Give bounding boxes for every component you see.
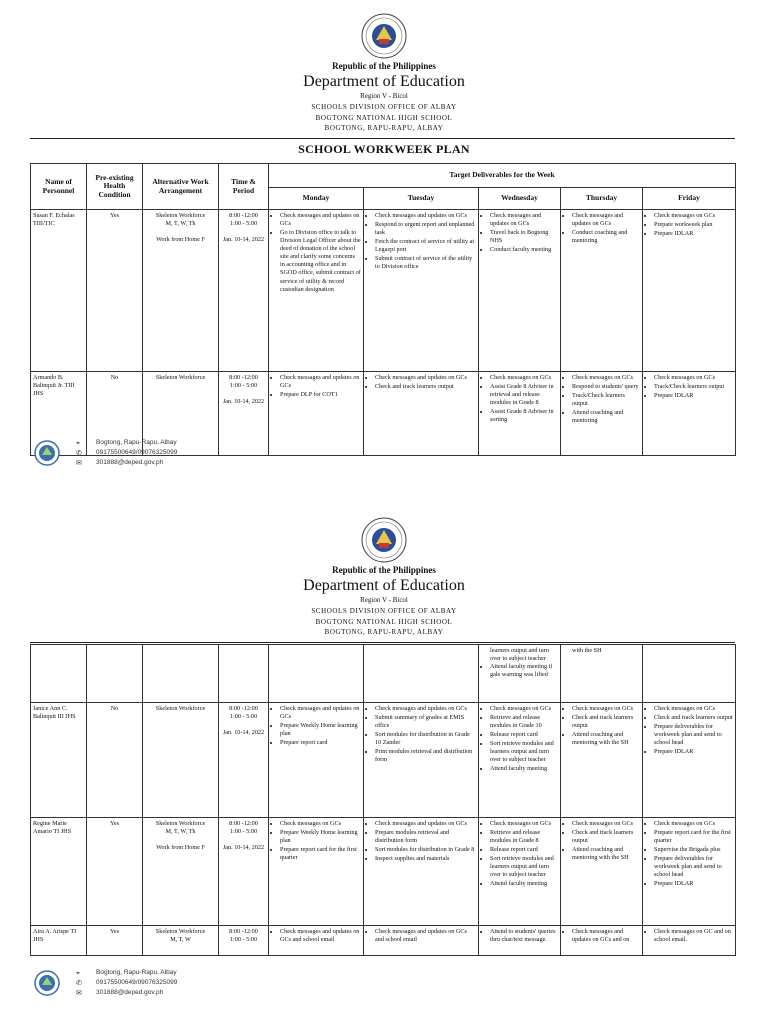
personnel-name (31, 645, 87, 703)
task-item: • Prepare report card (280, 739, 361, 747)
time-period (219, 818, 269, 926)
task-list (563, 928, 640, 944)
thursday-deliverables (561, 818, 643, 926)
cell-line: Skeleton Workforce (155, 705, 206, 712)
time-period (219, 926, 269, 956)
workweek-table-page-1 (30, 163, 736, 456)
table-row (31, 818, 736, 926)
cell-line: M, T, W, Th (165, 220, 196, 228)
cell-line: 1:00 - 5:00 (229, 220, 258, 228)
task-item: • Prepare deliverables for workweek plan and send to school head (654, 855, 733, 879)
task-item: • Check messages and updates on GCs (572, 212, 640, 228)
cell-line: 1:00 - 5:00 (229, 936, 258, 944)
task-item: • Sort modules for distribution in Grade 8 (375, 846, 476, 854)
task-item: • Track/Check learners output (572, 392, 640, 408)
personnel-name: Regine Marie Amario TI JHS (31, 818, 87, 926)
cell-line: Work from Home F (156, 844, 205, 852)
health-condition: No (87, 703, 143, 818)
cell-line (145, 228, 216, 236)
tuesday-deliverables (364, 926, 479, 956)
col-header-tuesday: Tuesday (364, 188, 479, 210)
task-list (366, 374, 476, 391)
document-footer-1 (34, 438, 334, 484)
work-arrangement (143, 703, 219, 818)
school-logo (34, 440, 60, 466)
wednesday-deliverables (479, 645, 561, 703)
table-row (31, 210, 736, 372)
task-list (271, 705, 361, 747)
cell-line: Jan. 10-14, 2022 (222, 844, 265, 852)
friday-deliverables (643, 818, 736, 926)
task-item: • Check messages on GCs (490, 705, 558, 713)
task-item: • Sort modules for distribution in Grade 10 Zander (375, 731, 476, 747)
task-item: • Prepare Weekly Home learning plan (280, 722, 361, 738)
task-item: • Prepare IDLAR (654, 392, 733, 400)
col-header-time: Time & Period (219, 164, 269, 210)
health-condition: No (87, 372, 143, 456)
deped-seal-logo (360, 12, 408, 60)
thursday-deliverables (561, 372, 643, 456)
email-icon: ✉ (76, 459, 82, 467)
task-item: • Attend faculty meeting (490, 765, 558, 773)
table-row (31, 926, 736, 956)
col-header-arrangement: Alternative Work Arrangement (143, 164, 219, 210)
task-item: • Check messages and updates on GCs and school email (375, 928, 476, 944)
footer-icons (76, 968, 90, 998)
task-item: • Check messages on GCs (490, 374, 558, 382)
school-address: BOGTONG, RAPU-RAPU, ALBAY (324, 124, 444, 132)
task-list (271, 374, 361, 399)
work-arrangement (143, 210, 219, 372)
task-item: • Check messages and updates on GCs and school email (280, 928, 361, 944)
task-list (481, 374, 558, 424)
monday-deliverables (269, 210, 364, 372)
task-item: • Attend faculty meeting if gale warning was lifted (490, 663, 558, 679)
tuesday-deliverables (364, 645, 479, 703)
phone-icon: ✆ (76, 979, 82, 987)
task-list (271, 820, 361, 862)
health-condition: Yes (87, 926, 143, 956)
task-item: • Check and track learners output (654, 714, 733, 722)
task-list (563, 820, 640, 862)
task-list (366, 928, 476, 944)
department-name: Department of Education (303, 73, 465, 90)
task-list (271, 928, 361, 944)
task-list (366, 212, 476, 271)
col-header-friday: Friday (643, 188, 736, 210)
thursday-deliverables (561, 703, 643, 818)
task-list (645, 374, 733, 400)
task-item: • Check messages on GCs (654, 212, 733, 220)
task-item: • Check messages on GCs (654, 374, 733, 382)
time-period (219, 210, 269, 372)
cell-line: Skeleton Workforce (155, 212, 206, 219)
task-item: • Release report card (490, 846, 558, 854)
task-item: • Release report card (490, 731, 558, 739)
task-item: • Print modules retrieval and distribution form (375, 748, 476, 764)
republic-line: Republic of the Philippines (332, 61, 436, 71)
phone-icon: ✆ (76, 449, 82, 457)
cell-line: M, T, W, Th (165, 828, 196, 836)
header-divider (30, 138, 735, 139)
cell-line: Jan. 10-14, 2022 (222, 398, 265, 406)
footer-address: Bogtong, Rapu-Rapu, Albay (96, 439, 177, 446)
wednesday-deliverables (479, 818, 561, 926)
task-item: • Go to Division office to talk to Division Legal Officer about the deed of donation of the school site and clarify some concerns in accounting office and in SGOD office, submit contract of service of utility & record custodian designation (280, 229, 361, 294)
monday-deliverables (269, 645, 364, 703)
task-item: • Check messages and updates on GCs and on (572, 928, 640, 944)
cell-line: Jan. 10-14, 2022 (222, 729, 265, 737)
task-list (563, 374, 640, 425)
cell-line: 8:00 -12:00 (229, 374, 258, 381)
friday-deliverables (643, 645, 736, 703)
col-header-monday: Monday (269, 188, 364, 210)
deped-seal-logo (360, 516, 408, 564)
task-item: • Prepare workweek plan (654, 221, 733, 229)
task-list (481, 705, 558, 774)
task-item: • Assist Grade 8 Adviser in sorting (490, 408, 558, 424)
task-item: • Retrieve and release modules in Grade 8 (490, 829, 558, 845)
task-item: • Check messages and updates on GCs (375, 820, 476, 828)
monday-deliverables (269, 926, 364, 956)
task-item: • Travel back to Bogtong NHS (490, 229, 558, 245)
task-item: • Respond to urgent report and unplanned task (375, 221, 476, 237)
monday-deliverables (269, 818, 364, 926)
tuesday-deliverables (364, 818, 479, 926)
table-row (31, 645, 736, 703)
work-arrangement (143, 926, 219, 956)
task-item: • Track/Check learners output (654, 383, 733, 391)
footer-phone: 09175500649/09076325099 (96, 979, 178, 986)
thursday-deliverables (561, 645, 643, 703)
task-item: • Prepare IDLAR (654, 748, 733, 756)
task-item: • Respond to students' query (572, 383, 640, 391)
cell-text: learners output and turn over to subject teacher (490, 647, 549, 663)
region-line: Region V - Bicol (360, 596, 408, 604)
wednesday-deliverables (479, 372, 561, 456)
plan-title: SCHOOL WORKWEEK PLAN (298, 142, 470, 156)
task-item: • Check messages and updates on GCs (280, 705, 361, 721)
thursday-deliverables (561, 926, 643, 956)
region-line: Region V - Bicol (360, 92, 408, 100)
workweek-table-page-2 (30, 644, 736, 956)
wednesday-deliverables (479, 703, 561, 818)
cell-line: 8:00 -12:00 (229, 820, 258, 827)
task-item: • Check messages and updates on GCs (280, 374, 361, 390)
tuesday-deliverables (364, 703, 479, 818)
task-item: • Check messages on GCs (572, 374, 640, 382)
republic-line: Republic of the Philippines (332, 565, 436, 575)
school-logo (34, 970, 60, 996)
task-item: • Inspect supplies and materials (375, 855, 476, 863)
cell-line (221, 721, 266, 729)
task-item: • Prepare report card for the first quarter (654, 829, 733, 845)
friday-deliverables (643, 926, 736, 956)
cell-line: 1:00 - 5:00 (229, 382, 258, 390)
col-header-target: Target Deliverables for the Week (269, 164, 736, 188)
footer-email: 301888@deped.gov.ph (96, 989, 164, 996)
school-name: BOGTONG NATIONAL HIGH SCHOOL (315, 618, 453, 626)
task-list (481, 663, 558, 679)
task-list (481, 820, 558, 889)
task-item: • Submit contract of service of the utility to Division office (375, 255, 476, 271)
task-item: • Retrieve and release modules in Grade 10 (490, 714, 558, 730)
task-item: • Attend coaching and mentoring with the SH (572, 846, 640, 862)
cell-line (145, 836, 216, 844)
footer-phone: 09175500649/09076325099 (96, 449, 178, 456)
footer-contact (96, 438, 177, 468)
tuesday-deliverables (364, 372, 479, 456)
task-item: • Supervise the Brigada plus (654, 846, 733, 854)
document-header (0, 566, 768, 636)
document-page-2 (0, 500, 768, 1024)
task-item: • Conduct coaching and mentoring (572, 229, 640, 245)
task-item: • Check messages on GCs (572, 705, 640, 713)
cell-line: 1:00 - 5:00 (229, 713, 258, 721)
email-icon: ✉ (76, 989, 82, 997)
task-item: • Check messages on GCs (490, 820, 558, 828)
task-item: • Prepare IDLAR (654, 880, 733, 888)
cell-line: Skeleton Workforce (155, 928, 206, 935)
header-divider (30, 642, 735, 643)
footer-contact (96, 968, 177, 998)
cell-line: Skeleton Workforce (155, 374, 206, 381)
task-item: • Prepare report card for the first quarter (280, 846, 361, 862)
friday-deliverables (643, 210, 736, 372)
task-item: • Sort retrieve modules and learners output and turn over to subject teacher (490, 740, 558, 764)
task-list (645, 212, 733, 238)
task-item: • Prepare deliverables for workweek plan and send to school head (654, 723, 733, 747)
col-header-name: Name of Personnel (31, 164, 87, 210)
personnel-name: Janice Ann C. Balinquit III JHS (31, 703, 87, 818)
task-list (366, 705, 476, 764)
cell-line: Work from Home F (156, 236, 205, 244)
col-header-thursday: Thursday (561, 188, 643, 210)
school-name: BOGTONG NATIONAL HIGH SCHOOL (315, 114, 453, 122)
task-item: • Attend coaching and mentoring with the SH (572, 731, 640, 747)
cell-line: 8:00 -12:00 (229, 212, 258, 219)
task-item: • Check messages and updates on GCs (280, 212, 361, 228)
cell-line (221, 836, 266, 844)
task-item: • Check messages on GCs (280, 820, 361, 828)
cell-line (221, 228, 266, 236)
friday-deliverables (643, 703, 736, 818)
task-item: • Check messages and updates on GCs (375, 374, 476, 382)
task-item: • Attend faculty meeting (490, 880, 558, 888)
footer-icons (76, 438, 90, 468)
health-condition: Yes (87, 818, 143, 926)
wednesday-deliverables (479, 210, 561, 372)
task-item: • Check and track learners output (572, 714, 640, 730)
cell-line: Jan. 10-14, 2022 (222, 236, 265, 244)
wednesday-deliverables (479, 926, 561, 956)
work-arrangement (143, 645, 219, 703)
health-condition (87, 645, 143, 703)
cell-line: 8:00 -12:00 (229, 705, 258, 712)
task-item: • Sort retrieve modules and learners output and turn over to subject teacher (490, 855, 558, 879)
work-arrangement (143, 818, 219, 926)
cell-line: M, T, W (170, 936, 191, 944)
task-list (645, 928, 733, 944)
task-list (563, 212, 640, 245)
school-address: BOGTONG, RAPU-RAPU, ALBAY (324, 628, 444, 636)
task-item: • Check messages on GCs (654, 705, 733, 713)
cell-line: Skeleton Workforce (155, 820, 206, 827)
col-header-wednesday: Wednesday (479, 188, 561, 210)
division-line: SCHOOLS DIVISION OFFICE OF ALBAY (311, 103, 457, 111)
task-item: • Prepare modules retrieval and distribution form (375, 829, 476, 845)
task-item: • Prepare DLP for COT1 (280, 391, 361, 399)
personnel-name: Aira A. Arispe TI JHS (31, 926, 87, 956)
task-list (366, 820, 476, 863)
table-row (31, 703, 736, 818)
task-item: • Check messages on GCs (572, 820, 640, 828)
task-item: • Check messages on GCs (654, 820, 733, 828)
division-line: SCHOOLS DIVISION OFFICE OF ALBAY (311, 607, 457, 615)
thursday-deliverables (561, 210, 643, 372)
task-item: • Check messages and updates on GCs (490, 212, 558, 228)
footer-address: Bogtong, Rapu-Rapu, Albay (96, 969, 177, 976)
task-item: • Attend to students' queries thru chat/text message. (490, 928, 558, 944)
task-item: • Conduct faculty meeting (490, 246, 558, 254)
task-list (481, 928, 558, 944)
task-item: • Check messages and updates on GCs (375, 705, 476, 713)
location-icon: ⌖ (76, 969, 80, 977)
cell-line: 1:00 - 5:00 (229, 828, 258, 836)
task-item: • Attend coaching and mentoring (572, 409, 640, 425)
task-item: • Prepare Weekly Home learning plan (280, 829, 361, 845)
friday-deliverables (643, 372, 736, 456)
col-header-health: Pre-existing Health Condition (87, 164, 143, 210)
personnel-name: Susan F. Echalas TIII/TIC (31, 210, 87, 372)
time-period (219, 645, 269, 703)
task-list (645, 820, 733, 889)
document-footer-2 (34, 968, 334, 1014)
cell-line (221, 390, 266, 398)
task-item: • Prepare IDLAR (654, 230, 733, 238)
cell-text: with the SH (572, 647, 602, 654)
task-list (563, 705, 640, 747)
task-item: • Check and track learners output (375, 383, 476, 391)
document-header (0, 62, 768, 132)
health-condition: Yes (87, 210, 143, 372)
cell-line: 8:00 -12:00 (229, 928, 258, 935)
location-icon: ⌖ (76, 439, 80, 447)
task-item: • Assist Grade 8 Adviser in retrieval and release modules in Grade 8 (490, 383, 558, 407)
task-list (481, 212, 558, 254)
task-item: • Check messages on GC and on school email. (654, 928, 733, 944)
personnel-name: Armando B. Balinquit Jr. TIII JHS (31, 372, 87, 456)
monday-deliverables (269, 703, 364, 818)
task-item: • Check messages and updates on GCs (375, 212, 476, 220)
department-name: Department of Education (303, 577, 465, 594)
tuesday-deliverables (364, 210, 479, 372)
task-item: • Check and track learners output (572, 829, 640, 845)
task-item: • Submit summary of grades at EMIS office (375, 714, 476, 730)
time-period (219, 703, 269, 818)
footer-email: 301888@deped.gov.ph (96, 459, 164, 466)
task-item: • Fetch the contract of service of utility at Legazpi port (375, 238, 476, 254)
task-list (271, 212, 361, 294)
document-page-1 (0, 0, 768, 500)
task-list (645, 705, 733, 756)
